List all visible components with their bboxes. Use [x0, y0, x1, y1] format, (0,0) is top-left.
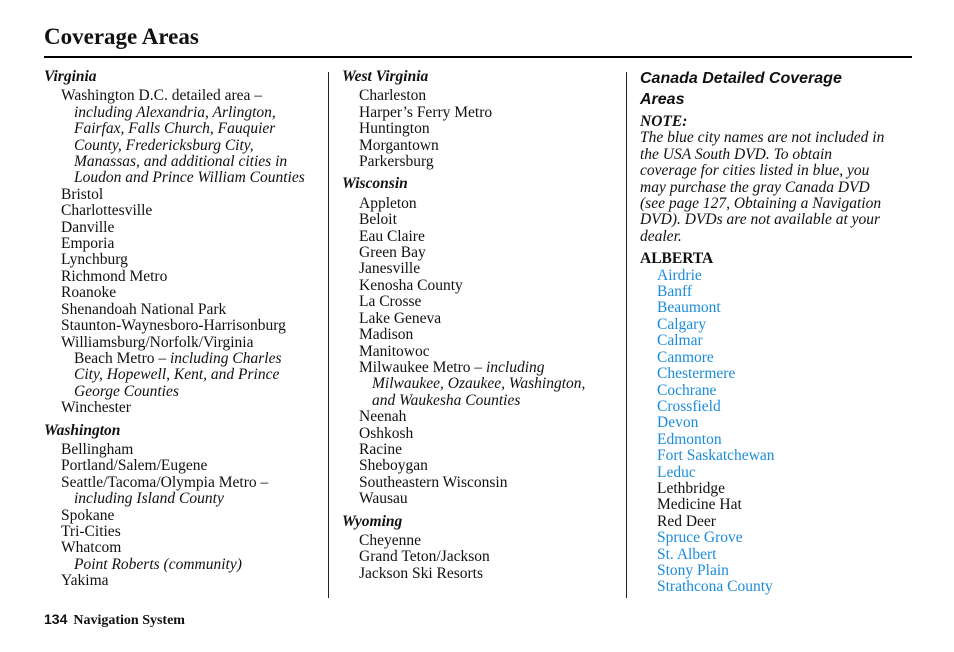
section-heading-wisconsin: Wisconsin [342, 175, 408, 193]
city-item: Edmonton [657, 430, 722, 448]
list-item: Huntington [359, 120, 430, 138]
city-item: Crossfield [657, 397, 721, 415]
milwaukee-italic: including [485, 358, 545, 376]
section-heading-wyoming: Wyoming [342, 512, 403, 530]
beach-metro-text: Beach Metro – [74, 349, 170, 367]
list-item: Tri-Cities [61, 522, 121, 540]
list-item: Manitowoc [359, 342, 430, 360]
city-item: Banff [657, 283, 693, 301]
page-footer [44, 611, 185, 629]
list-item: Morgantown [359, 136, 439, 154]
list-item-continuation: Manassas, and additional cities in [74, 153, 288, 171]
list-item: Yakima [61, 572, 109, 590]
list-item-continuation: including Alexandria, Arlington, [74, 103, 276, 121]
list-item: Racine [359, 440, 403, 458]
list-item-continuation: including Island County [74, 490, 224, 508]
note-line: DVD). DVDs are not available at your [640, 211, 881, 229]
list-item-continuation: Loudon and Prince William Counties [74, 169, 305, 187]
column-1 [44, 68, 324, 590]
column-2 [342, 68, 622, 582]
list-item-continuation: Fairfax, Falls Church, Fauquier [74, 120, 276, 138]
column-divider-1 [328, 72, 329, 598]
list-item: Janesville [359, 260, 421, 278]
column-3 [640, 68, 912, 596]
page-title: Coverage Areas [44, 24, 199, 49]
list-item: Southeastern Wisconsin [359, 473, 508, 491]
city-item: Strathcona County [657, 578, 773, 596]
list-item: Madison [359, 326, 414, 344]
canada-heading-line: Canada Detailed Coverage [640, 70, 842, 87]
page-number: 134 [44, 611, 68, 627]
city-item: Fort Saskatchewan [657, 447, 775, 465]
beach-metro-italic: including Charles [169, 349, 282, 367]
list-item: Green Bay [359, 244, 426, 262]
list-item: Wausau [359, 490, 408, 508]
list-item: Spokane [61, 506, 115, 524]
list-item: Beloit [359, 211, 397, 229]
note-line: The blue city names are not included in [640, 129, 885, 147]
list-item: Neenah [359, 408, 407, 426]
city-item: Stony Plain [657, 561, 729, 579]
note-line: the USA South DVD. To obtain [640, 145, 833, 163]
list-item: Staunton-Waynesboro-Harrisonburg [61, 317, 286, 335]
section-heading-washington: Washington [44, 421, 121, 439]
note-heading: NOTE: [640, 113, 688, 130]
list-item: Parkersburg [359, 153, 434, 171]
list-item: Kenosha County [359, 276, 463, 294]
note-line: dealer. [640, 227, 682, 245]
list-item: Danville [61, 218, 115, 236]
city-item: Beaumont [657, 299, 721, 317]
list-item-continuation: and Waukesha Counties [372, 391, 521, 409]
column-divider-2 [626, 72, 627, 598]
note-line: (see page 127, Obtaining a Navigation [640, 195, 882, 213]
section-heading-west-virginia: West Virginia [342, 68, 429, 85]
list-item-continuation: County, Fredericksburg City, [74, 136, 254, 154]
list-item: Richmond Metro [61, 267, 168, 285]
list-item: Williamsburg/Norfolk/Virginia [61, 333, 254, 351]
list-item: Cheyenne [359, 531, 421, 549]
list-item: Winchester [61, 399, 131, 417]
list-item: Roanoke [61, 284, 117, 302]
list-item: Appleton [359, 194, 417, 212]
list-item: Portland/Salem/Eugene [61, 457, 208, 475]
list-item: Lynchburg [61, 251, 128, 269]
list-item: La Crosse [359, 293, 422, 311]
list-item: Sheboygan [359, 457, 428, 475]
city-item: Calmar [657, 332, 703, 350]
list-item: Shenandoah National Park [61, 300, 227, 318]
list-item-continuation: Point Roberts (community) [74, 555, 242, 573]
section-heading-virginia: Virginia [44, 68, 97, 85]
city-item: St. Albert [657, 545, 717, 563]
city-item: Devon [657, 414, 699, 432]
list-item: Jackson Ski Resorts [359, 564, 483, 582]
city-item: Lethbridge [657, 479, 726, 497]
city-item: Red Deer [657, 512, 716, 530]
city-item: Canmore [657, 348, 714, 366]
title-rule [44, 56, 912, 58]
list-item-continuation: City, Hopewell, Kent, and Prince [74, 366, 280, 384]
list-item: Charleston [359, 87, 427, 105]
city-item: Spruce Grove [657, 529, 743, 547]
list-item: Whatcom [61, 539, 122, 557]
note-line: may purchase the gray Canada DVD [640, 178, 870, 196]
list-item: Grand Teton/Jackson [359, 548, 490, 566]
list-item-continuation [44, 351, 324, 367]
list-item: Charlottesville [61, 202, 153, 220]
list-item: Washington D.C. detailed area – [61, 87, 263, 105]
list-item: Harper’s Ferry Metro [359, 103, 493, 121]
city-item: Calgary [657, 315, 707, 333]
canada-section-heading [640, 68, 912, 110]
province-heading: ALBERTA [640, 250, 714, 268]
city-item: Cochrane [657, 381, 717, 399]
list-item: Bristol [61, 185, 104, 203]
note-line: coverage for cities listed in blue, you [640, 162, 870, 180]
list-item-continuation: George Counties [74, 382, 179, 400]
city-list [640, 268, 912, 596]
list-item: Emporia [61, 235, 115, 253]
note-text [640, 130, 912, 245]
list-item: Oshkosh [359, 424, 414, 442]
list-item: Seattle/Tacoma/Olympia Metro – [61, 473, 269, 491]
milwaukee-text: Milwaukee Metro – [359, 358, 486, 376]
city-item: Medicine Hat [657, 496, 742, 514]
list-item: Lake Geneva [359, 309, 442, 327]
list-item [342, 360, 622, 376]
city-item: Leduc [657, 463, 696, 481]
canada-heading-line: Areas [640, 91, 685, 108]
list-item: Eau Claire [359, 227, 425, 245]
footer-label: Navigation System [73, 613, 185, 628]
list-item-continuation: Milwaukee, Ozaukee, Washington, [372, 375, 586, 393]
list-item: Bellingham [61, 440, 134, 458]
city-item: Chestermere [657, 365, 736, 383]
city-item: Airdrie [657, 266, 702, 284]
